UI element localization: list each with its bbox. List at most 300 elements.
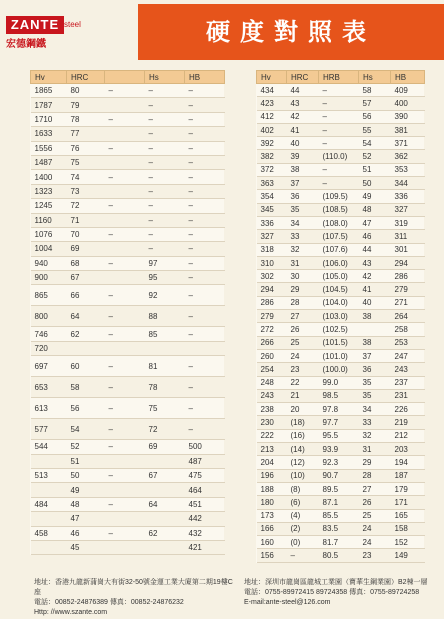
right-table-cell: (16)	[287, 429, 319, 442]
left-table-row	[31, 199, 225, 213]
right-table-cell: 310	[257, 256, 287, 269]
right-table-cell: 89.5	[319, 482, 359, 495]
right-table-cell: 32	[287, 243, 319, 256]
right-table-row	[257, 336, 425, 349]
right-table-row	[257, 349, 425, 362]
right-table-cell: 49	[359, 190, 391, 203]
left-table-cell: 80	[67, 84, 105, 98]
left-table-cell: –	[145, 227, 185, 241]
left-table-cell: –	[185, 213, 225, 227]
left-table-cell: 52	[67, 440, 105, 454]
right-table-cell: 158	[391, 522, 425, 535]
left-table-cell: 1556	[31, 141, 67, 155]
right-table-cell: 35	[287, 203, 319, 216]
right-table-cell: 48	[359, 203, 391, 216]
left-table-cell	[145, 512, 185, 526]
left-table-cell: –	[185, 84, 225, 98]
logo-chinese-name: 宏德鋼鐵	[6, 39, 46, 50]
right-table-cell: 327	[257, 230, 287, 243]
left-table-row	[31, 526, 225, 540]
right-table-cell: 171	[391, 496, 425, 509]
right-table-row	[257, 150, 425, 163]
right-table-row	[257, 123, 425, 136]
right-table-cell: 28	[287, 296, 319, 309]
right-table-row	[257, 203, 425, 216]
left-table-cell: –	[105, 112, 145, 126]
right-table-cell: (4)	[287, 509, 319, 522]
right-table-cell: 97.8	[319, 403, 359, 416]
left-table-row	[31, 377, 225, 398]
left-table-cell: 77	[67, 127, 105, 141]
right-column-header: HB	[391, 71, 425, 84]
left-table-cell: –	[105, 398, 145, 419]
left-column-header: HB	[185, 71, 225, 84]
left-table-cell: –	[105, 497, 145, 511]
right-table-cell: 381	[391, 123, 425, 136]
left-table-row	[31, 306, 225, 327]
right-table-cell: 336	[257, 216, 287, 229]
right-table-row	[257, 416, 425, 429]
left-table-row	[31, 127, 225, 141]
footer-hk-address: 地址：香港九龍新蒲崗大有街32-50號金運工業大廈第二期19樓C座	[34, 579, 233, 596]
left-table-cell: –	[185, 141, 225, 155]
right-table-cell: 26	[359, 496, 391, 509]
right-table-cell: 37	[359, 349, 391, 362]
right-table-cell: 52	[359, 150, 391, 163]
left-table-cell: –	[185, 227, 225, 241]
right-table-cell: –	[319, 177, 359, 190]
right-table-row	[257, 469, 425, 482]
right-table-cell: 194	[391, 456, 425, 469]
header	[0, 0, 444, 68]
right-table-row	[257, 310, 425, 323]
footer-hk-contact	[34, 578, 234, 618]
right-table-cell: (101.5)	[319, 336, 359, 349]
left-table-cell: 76	[67, 141, 105, 155]
right-table-cell: 21	[287, 389, 319, 402]
left-table-cell: –	[105, 440, 145, 454]
left-table-cell: 451	[185, 497, 225, 511]
right-table-cell: 95.5	[319, 429, 359, 442]
right-table-cell: 264	[391, 310, 425, 323]
right-table-cell: 51	[359, 163, 391, 176]
right-table-cell: 311	[391, 230, 425, 243]
right-table-cell: 160	[257, 536, 287, 549]
right-table-cell: 85.5	[319, 509, 359, 522]
left-table-cell: –	[145, 213, 185, 227]
company-logo	[6, 10, 86, 60]
left-table-cell: 69	[145, 440, 185, 454]
right-table-row	[257, 283, 425, 296]
left-table-cell: –	[105, 377, 145, 398]
left-table-cell: –	[145, 199, 185, 213]
left-table-cell	[105, 540, 145, 554]
left-table-cell: –	[145, 141, 185, 155]
logo-text: ZANTE	[6, 16, 64, 34]
right-table-cell: 294	[257, 283, 287, 296]
right-table-cell: 44	[287, 84, 319, 97]
right-table-cell: 286	[257, 296, 287, 309]
right-table-cell: 258	[391, 323, 425, 336]
left-table-cell: 92	[145, 285, 185, 306]
left-table-cell: –	[105, 141, 145, 155]
left-table-cell: –	[185, 327, 225, 341]
right-table-cell: 23	[359, 549, 391, 562]
right-table-row	[257, 84, 425, 97]
left-table-row	[31, 271, 225, 285]
right-table-row	[257, 230, 425, 243]
left-table-cell	[105, 242, 145, 256]
left-table-cell: 64	[145, 497, 185, 511]
right-table-cell: 36	[359, 363, 391, 376]
right-table-cell: 204	[257, 456, 287, 469]
left-table-row	[31, 356, 225, 377]
right-table-cell: (110.0)	[319, 150, 359, 163]
left-table-cell: –	[145, 112, 185, 126]
right-table-row	[257, 323, 425, 336]
left-table-cell: 475	[185, 469, 225, 483]
right-table-cell: 345	[257, 203, 287, 216]
left-table-cell: 697	[31, 356, 67, 377]
left-table-cell: 66	[67, 285, 105, 306]
left-table-cell: –	[145, 98, 185, 112]
left-column-header	[105, 71, 145, 84]
right-table-cell: 47	[359, 216, 391, 229]
left-table-cell: 458	[31, 526, 67, 540]
left-table-cell: 85	[145, 327, 185, 341]
left-table-cell: 865	[31, 285, 67, 306]
left-table-cell	[67, 341, 105, 355]
left-table-cell: 60	[67, 356, 105, 377]
right-table-cell: 37	[287, 177, 319, 190]
left-table-cell: 68	[67, 256, 105, 270]
left-table-cell	[31, 483, 67, 497]
left-table-cell: 67	[145, 469, 185, 483]
right-table-cell: –	[319, 97, 359, 110]
right-table-cell: 279	[391, 283, 425, 296]
left-table-cell: 71	[67, 213, 105, 227]
right-table-row	[257, 296, 425, 309]
left-table-cell: 487	[185, 454, 225, 468]
right-table-cell: 29	[359, 456, 391, 469]
right-table-cell: (12)	[287, 456, 319, 469]
right-table-row	[257, 163, 425, 176]
right-table-cell: 98.5	[319, 389, 359, 402]
right-table-cell: 30	[287, 270, 319, 283]
left-table-row	[31, 184, 225, 198]
left-table-cell: 62	[145, 526, 185, 540]
left-table-cell: 1076	[31, 227, 67, 241]
left-table-cell: –	[105, 469, 145, 483]
right-table-cell: 33	[287, 230, 319, 243]
left-table-row	[31, 285, 225, 306]
left-table-cell: 1865	[31, 84, 67, 98]
right-table-cell: (107.5)	[319, 230, 359, 243]
left-table-cell: –	[105, 306, 145, 327]
footer-sz-phone: 電話：0755-89972415 89724358 傳真：0755-89724258	[244, 589, 420, 596]
left-table-cell: –	[105, 227, 145, 241]
right-column-header: HRB	[319, 71, 359, 84]
right-table-cell: (109.5)	[319, 190, 359, 203]
left-table-row	[31, 469, 225, 483]
right-table-row	[257, 376, 425, 389]
right-table-row	[257, 496, 425, 509]
left-table-cell: 64	[67, 306, 105, 327]
right-table-row	[257, 270, 425, 283]
right-table-cell: 390	[391, 110, 425, 123]
right-table-cell: 371	[391, 137, 425, 150]
right-table-cell: 212	[391, 429, 425, 442]
left-table-cell	[145, 341, 185, 355]
right-table-cell: 38	[359, 336, 391, 349]
left-table-cell	[145, 483, 185, 497]
right-table-cell: (2)	[287, 522, 319, 535]
right-table-cell: (103.0)	[319, 310, 359, 323]
right-table-cell: 294	[391, 256, 425, 269]
right-table-row	[257, 443, 425, 456]
left-table-cell	[31, 454, 67, 468]
right-table-cell: 382	[257, 150, 287, 163]
right-table-cell: 42	[287, 110, 319, 123]
left-table-cell: 97	[145, 256, 185, 270]
right-table-cell: 27	[287, 310, 319, 323]
left-table-cell: –	[185, 271, 225, 285]
right-table-cell: 173	[257, 509, 287, 522]
right-table-cell: 32	[359, 429, 391, 442]
left-table-cell: –	[145, 127, 185, 141]
right-table-cell: 25	[287, 336, 319, 349]
right-table-cell: 152	[391, 536, 425, 549]
left-table-body	[31, 84, 225, 555]
left-table-row	[31, 341, 225, 355]
right-table-cell: 40	[359, 296, 391, 309]
right-table-cell: 31	[287, 256, 319, 269]
right-table-row	[257, 509, 425, 522]
left-table-cell: 1245	[31, 199, 67, 213]
right-table-row	[257, 389, 425, 402]
left-table-cell: –	[105, 199, 145, 213]
left-table-cell: –	[185, 377, 225, 398]
left-table-cell: –	[145, 84, 185, 98]
right-table-cell: 149	[391, 549, 425, 562]
right-table-cell: 243	[257, 389, 287, 402]
right-table-cell: 248	[257, 376, 287, 389]
right-table-cell: 43	[359, 256, 391, 269]
left-table-cell	[105, 155, 145, 169]
page-title: 硬度對照表	[206, 18, 376, 46]
left-table-cell: 74	[67, 170, 105, 184]
left-table-cell: 88	[145, 306, 185, 327]
left-table-row	[31, 540, 225, 554]
left-table-cell: 500	[185, 440, 225, 454]
left-table-cell: 800	[31, 306, 67, 327]
right-table-cell: 56	[359, 110, 391, 123]
left-table-cell: –	[105, 285, 145, 306]
right-table-row	[257, 403, 425, 416]
right-table-cell: (102.5)	[319, 323, 359, 336]
left-table-cell: 432	[185, 526, 225, 540]
left-table-cell	[31, 540, 67, 554]
left-column-header: Hv	[31, 71, 67, 84]
right-table-row	[257, 190, 425, 203]
left-table-row	[31, 155, 225, 169]
left-table-cell: –	[145, 170, 185, 184]
left-table-cell: 79	[67, 98, 105, 112]
right-table-cell: 38	[287, 163, 319, 176]
right-table-cell: 41	[287, 123, 319, 136]
left-table-cell: 72	[145, 419, 185, 440]
right-table-row	[257, 216, 425, 229]
left-table-row	[31, 454, 225, 468]
left-table-cell	[105, 454, 145, 468]
right-table-cell: 33	[359, 416, 391, 429]
right-table-cell: 34	[359, 403, 391, 416]
footer-sz-contact	[244, 578, 444, 608]
right-table-cell: 92.3	[319, 456, 359, 469]
right-table-cell: 187	[391, 469, 425, 482]
left-table-cell: 1323	[31, 184, 67, 198]
left-table-cell: 75	[145, 398, 185, 419]
left-table-cell: 653	[31, 377, 67, 398]
left-table-cell: 746	[31, 327, 67, 341]
right-table-row	[257, 536, 425, 549]
left-table-cell: 464	[185, 483, 225, 497]
left-table-cell: –	[145, 155, 185, 169]
right-table-cell: 254	[257, 363, 287, 376]
left-table-row	[31, 213, 225, 227]
left-table-cell: –	[185, 398, 225, 419]
left-table-cell	[145, 540, 185, 554]
right-table-cell: 20	[287, 403, 319, 416]
left-table-cell	[105, 213, 145, 227]
right-table-cell: 43	[287, 97, 319, 110]
right-table-cell: 238	[257, 403, 287, 416]
right-table-cell: (0)	[287, 536, 319, 549]
right-table-cell: (104.5)	[319, 283, 359, 296]
right-table-cell: 166	[257, 522, 287, 535]
right-table-cell: 362	[391, 150, 425, 163]
right-table-cell: (108.0)	[319, 216, 359, 229]
left-table-cell: 900	[31, 271, 67, 285]
title-banner	[138, 4, 444, 60]
left-table-cell: 940	[31, 256, 67, 270]
right-table-cell: 196	[257, 469, 287, 482]
left-table-cell: 72	[67, 199, 105, 213]
right-table-row	[257, 363, 425, 376]
right-table-row	[257, 110, 425, 123]
right-table-cell: (8)	[287, 482, 319, 495]
left-table-cell: 70	[67, 227, 105, 241]
footer-email: E-mail:ante-steel@126.com	[244, 599, 331, 606]
right-table-cell: 36	[287, 190, 319, 203]
left-table-cell: 1400	[31, 170, 67, 184]
left-table-cell	[105, 483, 145, 497]
right-table-cell: –	[319, 137, 359, 150]
right-table-cell: 23	[287, 363, 319, 376]
left-table-cell: –	[105, 256, 145, 270]
left-table-row	[31, 419, 225, 440]
left-table-cell: –	[105, 170, 145, 184]
right-table-cell: 222	[257, 429, 287, 442]
right-table-cell: 266	[257, 336, 287, 349]
left-table-row	[31, 398, 225, 419]
left-table-cell: –	[105, 327, 145, 341]
right-table-body	[257, 84, 425, 563]
right-table-cell: 25	[359, 509, 391, 522]
right-table-cell: 286	[391, 270, 425, 283]
right-table-cell: 230	[257, 416, 287, 429]
right-table-cell: 27	[359, 482, 391, 495]
right-table-cell: 213	[257, 443, 287, 456]
right-table-cell: 237	[391, 376, 425, 389]
right-table-cell: 81.7	[319, 536, 359, 549]
right-table-cell: 402	[257, 123, 287, 136]
right-table-cell: 83.5	[319, 522, 359, 535]
left-table-row	[31, 141, 225, 155]
left-table-row	[31, 170, 225, 184]
right-column-header: Hv	[257, 71, 287, 84]
left-table-cell: –	[185, 170, 225, 184]
left-table-row	[31, 112, 225, 126]
right-table-cell: –	[319, 123, 359, 136]
left-table-cell: –	[185, 306, 225, 327]
right-table-cell: (105.0)	[319, 270, 359, 283]
right-table-cell: 97.7	[319, 416, 359, 429]
logo-steel-text: steel	[64, 20, 81, 29]
right-table-cell: 38	[359, 310, 391, 323]
left-table-cell	[105, 512, 145, 526]
left-table-cell: 1710	[31, 112, 67, 126]
right-table-cell: 46	[359, 230, 391, 243]
footer	[0, 576, 444, 619]
left-table-cell: –	[185, 242, 225, 256]
left-table-cell: –	[185, 127, 225, 141]
right-table-cell: (10)	[287, 469, 319, 482]
right-table-cell: 302	[257, 270, 287, 283]
right-table-cell: 80.5	[319, 549, 359, 562]
left-table-cell: –	[185, 199, 225, 213]
left-table-cell: –	[105, 419, 145, 440]
left-table-cell: –	[185, 155, 225, 169]
left-table-cell: 78	[145, 377, 185, 398]
left-table-cell: –	[105, 84, 145, 98]
right-table-cell: 353	[391, 163, 425, 176]
left-table-cell: 45	[67, 540, 105, 554]
right-table-row	[257, 456, 425, 469]
left-table-cell: 46	[67, 526, 105, 540]
right-table-cell: 272	[257, 323, 287, 336]
right-table-cell: 423	[257, 97, 287, 110]
right-table-cell: 156	[257, 549, 287, 562]
left-table-row	[31, 256, 225, 270]
right-table-cell: 55	[359, 123, 391, 136]
right-table-cell: 336	[391, 190, 425, 203]
left-table-cell: 67	[67, 271, 105, 285]
left-table-row	[31, 440, 225, 454]
left-table-cell: 720	[31, 341, 67, 355]
right-table-cell: 42	[359, 270, 391, 283]
right-table-cell: 90.7	[319, 469, 359, 482]
left-table-row	[31, 84, 225, 98]
left-table-cell	[105, 341, 145, 355]
right-table-cell: 226	[391, 403, 425, 416]
right-table-cell: 99.0	[319, 376, 359, 389]
left-table-cell: 577	[31, 419, 67, 440]
right-table-cell: 279	[257, 310, 287, 323]
right-table-cell: 372	[257, 163, 287, 176]
right-table-cell: 24	[359, 536, 391, 549]
left-table-cell: –	[105, 526, 145, 540]
